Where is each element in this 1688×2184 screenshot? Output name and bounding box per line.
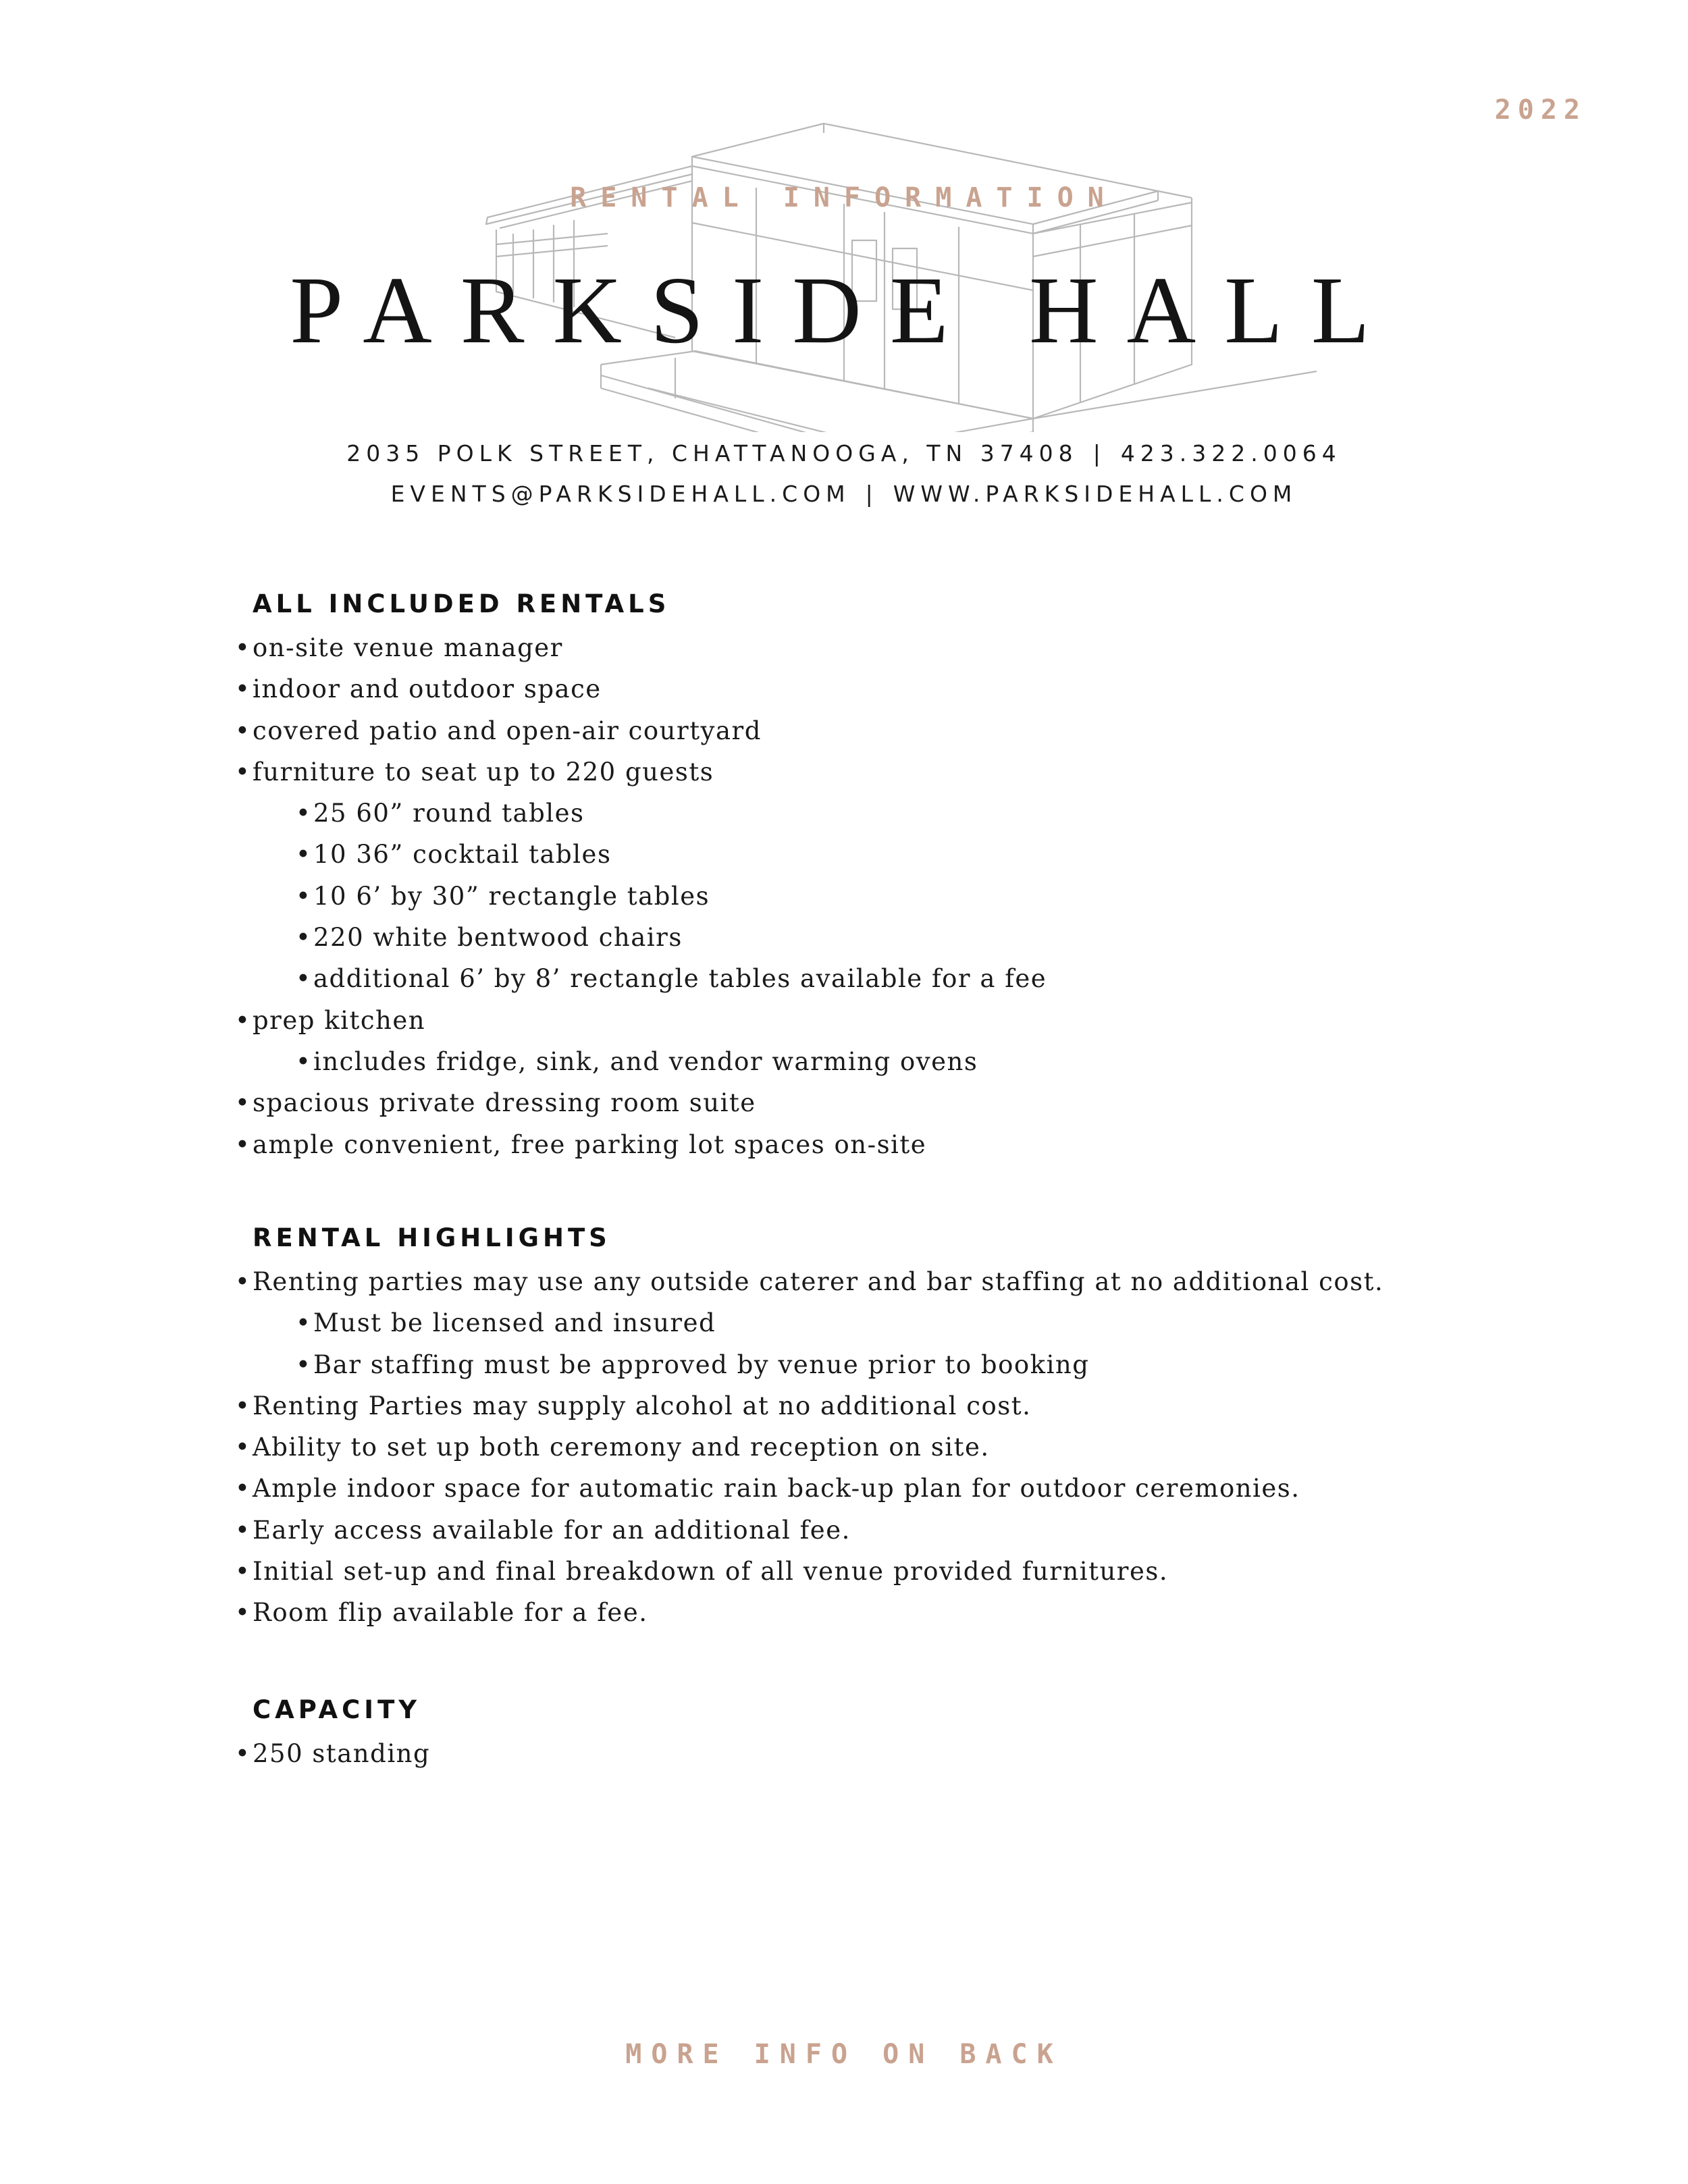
list-item	[235, 1124, 1518, 1165]
list-item-text: Renting Parties may supply alcohol at no additional cost.	[253, 1391, 1032, 1420]
bullet-icon: •	[235, 1267, 251, 1296]
list-subitem	[235, 1302, 1518, 1343]
list-item-text: Must be licensed and insured	[313, 1308, 716, 1338]
rental-highlights-list	[235, 1261, 1518, 1634]
list-item	[235, 1510, 1518, 1551]
list-item	[235, 1000, 1518, 1041]
bullet-icon: •	[296, 799, 312, 828]
bullet-icon: •	[235, 1088, 251, 1118]
bullet-icon: •	[235, 1391, 251, 1420]
list-item	[235, 1082, 1518, 1123]
list-item	[235, 710, 1518, 751]
list-item	[235, 1468, 1518, 1509]
bullet-icon: •	[235, 757, 251, 787]
included-rentals-section	[235, 591, 1518, 1165]
list-item-text: 250 standing	[253, 1739, 431, 1768]
list-item-text: 10 36” cocktail tables	[313, 840, 612, 870]
list-subitem	[235, 793, 1518, 834]
list-item-text: on-site venue manager	[253, 633, 563, 662]
rental-information-subtitle: RENTAL INFORMATION	[570, 182, 1118, 213]
list-item	[235, 1733, 1518, 1774]
bullet-icon: •	[235, 633, 251, 662]
section-heading: CAPACITY	[253, 1695, 421, 1724]
website-link[interactable]: WWW.PARKSIDEHALL.COM	[893, 481, 1298, 507]
list-subitem	[235, 876, 1518, 917]
list-item-text: furniture to seat up to 220 guests	[253, 757, 714, 787]
list-item	[235, 751, 1518, 793]
list-item	[235, 1385, 1518, 1427]
list-item-text: 25 60” round tables	[313, 799, 585, 828]
list-item-text: ample convenient, free parking lot spaces on-site	[253, 1129, 927, 1159]
year-label: 2022	[1494, 95, 1587, 126]
bullet-icon: •	[235, 1005, 251, 1035]
list-item	[235, 1427, 1518, 1468]
list-item	[235, 1592, 1518, 1633]
list-item	[235, 668, 1518, 710]
capacity-list	[235, 1733, 1518, 1774]
list-item	[235, 627, 1518, 668]
address-text: 2035 POLK STREET, CHATTANOOGA, TN 37408	[346, 440, 1078, 467]
phone-text[interactable]: 423.322.0064	[1120, 440, 1342, 467]
contact-separator: |	[865, 481, 878, 507]
email-link[interactable]: EVENTS@PARKSIDEHALL.COM	[390, 481, 851, 507]
more-info-footer: MORE INFO ON BACK	[625, 2039, 1063, 2070]
list-item-text: Bar staffing must be approved by venue prior to booking	[313, 1350, 1090, 1379]
list-item-text: Room flip available for a fee.	[253, 1598, 648, 1628]
list-item-text: Ample indoor space for automatic rain back-up plan for outdoor ceremonies.	[253, 1474, 1300, 1503]
list-item-text: spacious private dressing room suite	[253, 1088, 756, 1118]
bullet-icon: •	[235, 1598, 251, 1628]
bullet-icon: •	[235, 1739, 251, 1768]
bullet-icon: •	[296, 1046, 312, 1076]
section-heading: RENTAL HIGHLIGHTS	[253, 1223, 611, 1252]
included-rentals-list	[235, 627, 1518, 1165]
list-item-text: Initial set-up and final breakdown of all venue provided furnitures.	[253, 1557, 1169, 1587]
list-subitem	[235, 1344, 1518, 1385]
contact-separator: |	[1092, 440, 1106, 467]
list-subitem	[235, 958, 1518, 999]
list-subitem	[235, 1041, 1518, 1082]
bullet-icon: •	[235, 1515, 251, 1545]
bullet-icon: •	[235, 674, 251, 704]
bullet-icon: •	[296, 964, 312, 994]
bullet-icon: •	[235, 1557, 251, 1587]
list-item-text: additional 6’ by 8’ rectangle tables available for a fee	[313, 964, 1047, 994]
list-item-text: Ability to set up both ceremony and reception on site.	[253, 1433, 990, 1462]
list-item	[235, 1261, 1518, 1302]
capacity-section	[235, 1697, 1518, 1774]
list-subitem	[235, 834, 1518, 875]
bullet-icon: •	[235, 716, 251, 745]
rental-highlights-section	[235, 1225, 1518, 1634]
list-item-text: indoor and outdoor space	[253, 674, 602, 704]
list-item-text: 220 white bentwood chairs	[313, 923, 683, 953]
bullet-icon: •	[296, 840, 312, 870]
list-item-text: 10 6’ by 30” rectangle tables	[313, 881, 710, 911]
list-item-text: includes fridge, sink, and vendor warming ovens	[313, 1046, 978, 1076]
bullet-icon: •	[296, 881, 312, 911]
list-item-text: prep kitchen	[253, 1005, 426, 1035]
bullet-icon: •	[235, 1474, 251, 1503]
list-item-text: covered patio and open-air courtyard	[253, 716, 762, 745]
list-subitem	[235, 917, 1518, 958]
building-outline-icon	[0, 0, 1688, 432]
list-item	[235, 1551, 1518, 1592]
venue-name-title: PARKSIDE HALL	[290, 257, 1398, 363]
bullet-icon: •	[235, 1129, 251, 1159]
list-item-text: Early access available for an additional fee.	[253, 1515, 851, 1545]
list-item-text: Renting parties may use any outside caterer and bar staffing at no additional cost.	[253, 1267, 1384, 1296]
bullet-icon: •	[235, 1433, 251, 1462]
bullet-icon: •	[296, 1308, 312, 1338]
section-heading: ALL INCLUDED RENTALS	[253, 589, 670, 618]
contact-line-1	[0, 440, 1688, 467]
bullet-icon: •	[296, 1350, 312, 1379]
bullet-icon: •	[296, 923, 312, 953]
contact-line-2	[0, 481, 1688, 507]
